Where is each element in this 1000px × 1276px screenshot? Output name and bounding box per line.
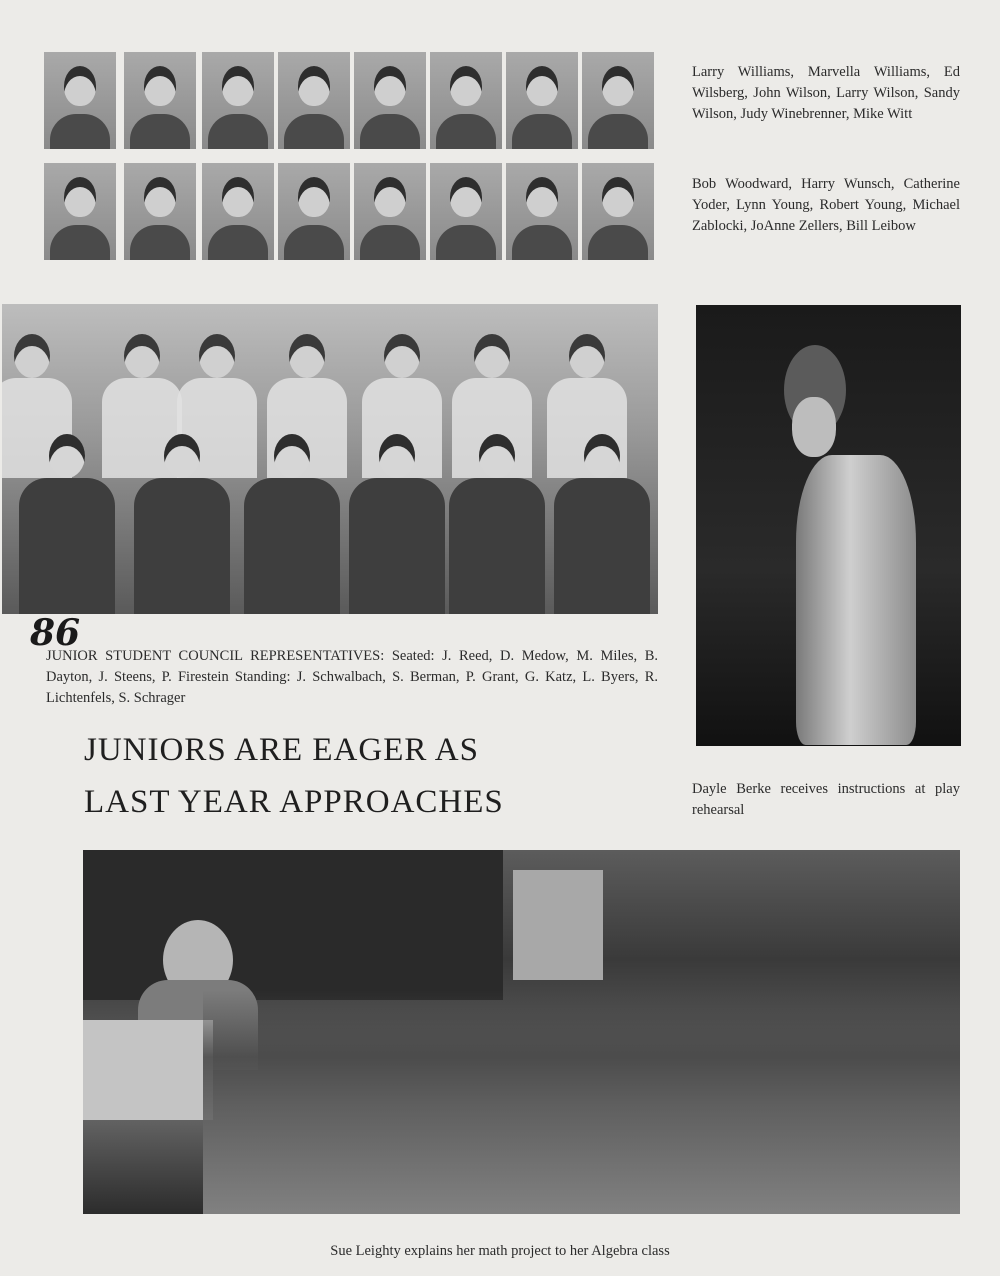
students-row: [203, 990, 960, 1214]
portrait-head: [602, 177, 634, 217]
standing-member: [14, 334, 50, 378]
standing-member: [199, 334, 235, 378]
rehearsal-caption: Dayle Berke receives instructions at play rehearsal: [692, 781, 960, 818]
portrait-shoulders: [436, 225, 496, 260]
student-portrait: [278, 52, 350, 149]
seated-member: [49, 434, 85, 478]
student-portrait: [354, 163, 426, 260]
classroom-photo: [83, 850, 960, 1214]
student-portrait: [430, 52, 502, 149]
play-rehearsal-photo: [696, 305, 961, 746]
portrait-shoulders: [284, 114, 344, 149]
seated-member-body: [19, 478, 115, 614]
rehearsal-figure-face: [792, 397, 836, 457]
portrait-head: [222, 66, 254, 106]
desk-front: [83, 1020, 213, 1120]
portrait-shoulders: [284, 225, 344, 260]
portrait-head: [144, 66, 176, 106]
portrait-head: [222, 177, 254, 217]
student-portrait: [354, 52, 426, 149]
portrait-shoulders: [588, 225, 648, 260]
student-portrait: [124, 52, 196, 149]
portrait-shoulders: [360, 225, 420, 260]
portrait-caption-row1: Larry Williams, Marvella Williams, Ed Wilsberg, John Wilson, Larry Wilson, Sandy Wilson, Judy Winebrenner, Mike Witt: [692, 64, 960, 122]
portrait-shoulders: [208, 114, 268, 149]
portrait-shoulders: [208, 225, 268, 260]
student-portrait: [124, 163, 196, 260]
portrait-shoulders: [512, 114, 572, 149]
headline-line1: JUNIORS ARE EAGER AS: [84, 732, 479, 768]
standing-member: [124, 334, 160, 378]
portrait-head: [450, 66, 482, 106]
portrait-shoulders: [588, 114, 648, 149]
student-portrait: [44, 52, 116, 149]
portrait-head: [450, 177, 482, 217]
standing-member: [289, 334, 325, 378]
student-portrait: [582, 163, 654, 260]
student-portrait: [506, 52, 578, 149]
seated-member-body: [554, 478, 650, 614]
bulletin-board: [513, 870, 603, 980]
portrait-head: [64, 177, 96, 217]
student-portrait: [44, 163, 116, 260]
portrait-head: [602, 66, 634, 106]
chalkboard: [83, 850, 503, 1000]
page-number: 86: [30, 612, 81, 654]
portrait-shoulders: [50, 114, 110, 149]
student-portrait: [430, 163, 502, 260]
seated-member-body: [134, 478, 230, 614]
classroom-caption: Sue Leighty explains her math project to her Algebra class: [330, 1243, 670, 1259]
standing-member: [569, 334, 605, 378]
portrait-head: [64, 66, 96, 106]
seated-member: [274, 434, 310, 478]
portrait-head: [144, 177, 176, 217]
headline-line2: LAST YEAR APPROACHES: [84, 784, 504, 820]
portrait-head: [526, 66, 558, 106]
portrait-head: [298, 66, 330, 106]
portrait-head: [374, 177, 406, 217]
seated-member-body: [244, 478, 340, 614]
student-portrait: [278, 163, 350, 260]
portrait-head: [374, 66, 406, 106]
student-portrait: [582, 52, 654, 149]
seated-member: [379, 434, 415, 478]
council-caption: JUNIOR STUDENT COUNCIL REPRESENTATIVES: Seated: J. Reed, D. Medow, M. Miles, B. Dayton, J. Steens, P. Firestein Standing: J. Schwalbach, S. Berman, P. Grant, G. Katz, L. Byers, R. Lichtenfels, S. Schrager: [46, 648, 658, 706]
student-portrait: [202, 163, 274, 260]
seated-member-body: [449, 478, 545, 614]
portrait-shoulders: [436, 114, 496, 149]
seated-member: [479, 434, 515, 478]
student-council-photo: [2, 304, 658, 614]
standing-member: [384, 334, 420, 378]
portrait-head: [298, 177, 330, 217]
seated-member: [584, 434, 620, 478]
portrait-shoulders: [50, 225, 110, 260]
portrait-shoulders: [130, 114, 190, 149]
seated-member-body: [349, 478, 445, 614]
rehearsal-figure-dress: [796, 455, 916, 745]
standing-member: [474, 334, 510, 378]
portrait-shoulders: [360, 114, 420, 149]
portrait-shoulders: [512, 225, 572, 260]
portrait-caption-row2: Bob Woodward, Harry Wunsch, Catherine Yoder, Lynn Young, Robert Young, Michael Zablocki, JoAnne Zellers, Bill Leibow: [692, 176, 960, 234]
seated-member: [164, 434, 200, 478]
student-portrait: [202, 52, 274, 149]
student-portrait: [506, 163, 578, 260]
portrait-shoulders: [130, 225, 190, 260]
portrait-head: [526, 177, 558, 217]
